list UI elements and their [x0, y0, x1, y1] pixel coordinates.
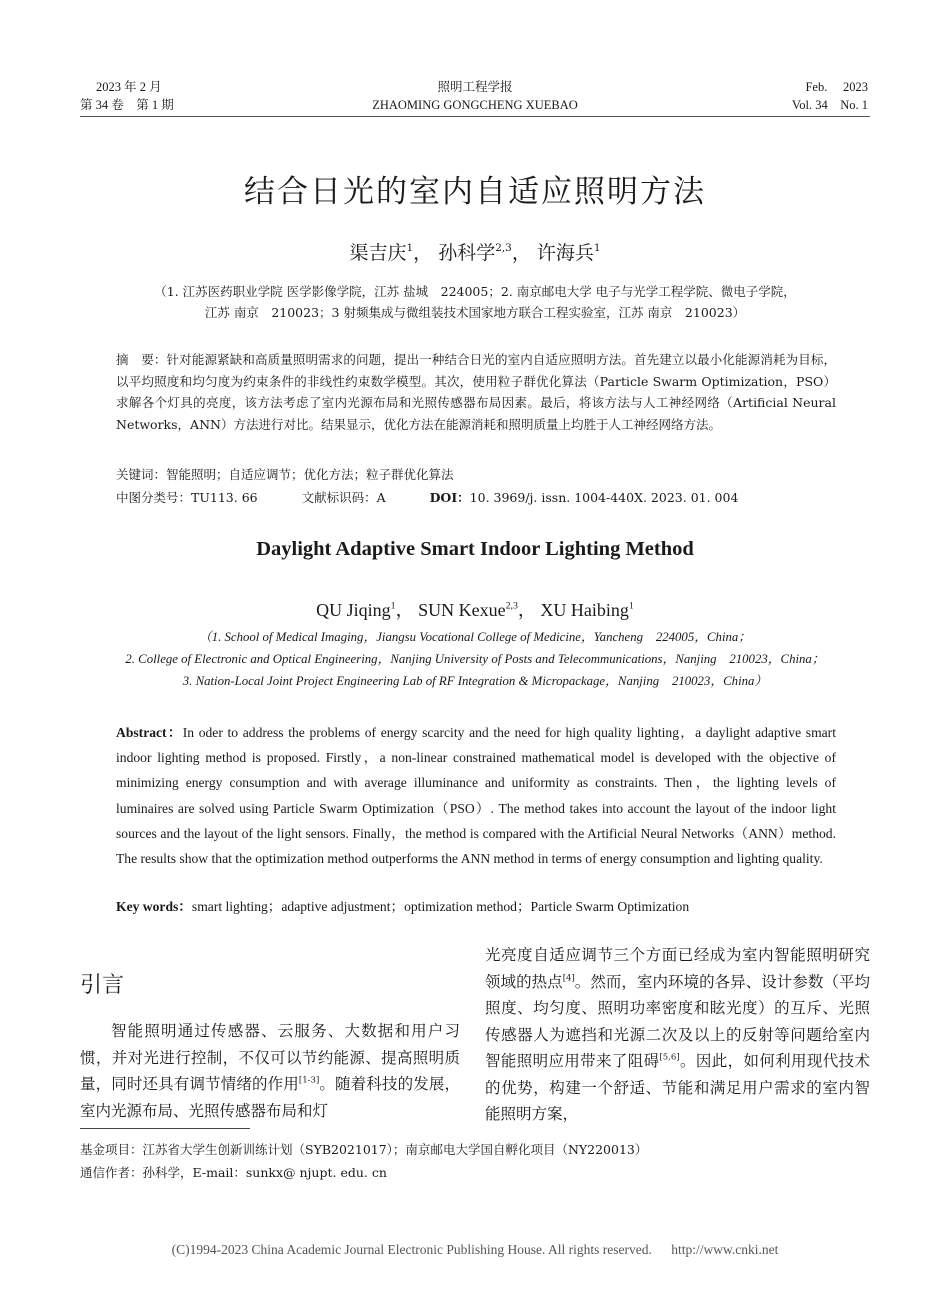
footnote-correspondence [80, 1163, 387, 1183]
footnote-rule [80, 1128, 250, 1129]
author-en: SUN Kexue [418, 600, 506, 620]
doc-code-value: A [376, 490, 386, 505]
body-text: 。然而，室内环境的各异、设计参数（平均照度、均匀度、照明功率密度和眩光度）的互斥、光照传感器人为遮挡和光源二次及以上的反射等问题给室内智能照明应用带来了阻碍 [485, 972, 870, 1070]
abstract-cn [116, 349, 836, 435]
footnote-fund [80, 1140, 647, 1160]
keywords-cn-label: 关键词： [116, 467, 167, 482]
section-heading: 引言 [80, 973, 125, 998]
paper-title-en: Daylight Adaptive Smart Indoor Lighting Method [256, 538, 694, 560]
citation: [5,6] [659, 1052, 680, 1063]
author-sup: 2,3 [505, 600, 518, 612]
paragraph [485, 942, 870, 1128]
citation: [4] [562, 973, 575, 984]
abstract-en [116, 720, 836, 871]
author-en: XU Haibing [540, 600, 629, 620]
cnki-link[interactable]: http://www.cnki.net [671, 1242, 779, 1257]
author-cn: 许海兵 [536, 242, 594, 264]
affiliation-en-line: 2. College of Electronic and Optical Engineering，Nanjing University of Posts and Telecommunications，Nanjing 210023，China； [125, 652, 825, 666]
keywords-en-text: smart lighting；adaptive adjustment；optimization method；Particle Swarm Optimization [191, 899, 690, 914]
fund-label: 基金项目： [80, 1142, 143, 1157]
header-date-en: Feb. 2023 [805, 80, 868, 94]
keywords-cn-text: 智能照明；自适应调节；优化方法；粒子群优化算法 [166, 467, 454, 482]
affiliation-en-line: 3. Nation-Local Joint Project Engineering Lab of RF Integration & Micropackage，Nanjing 210023，China） [182, 674, 768, 688]
doi-value: 10. 3969/j. issn. 1004-440X. 2023. 01. 004 [469, 490, 739, 505]
header-volume-en: Vol. 34 No. 1 [791, 98, 868, 112]
doi-label: DOI： [429, 490, 470, 505]
journal-name-en: ZHAOMING GONGCHENG XUEBAO [372, 98, 578, 112]
clc-label: 中图分类号： [116, 490, 192, 505]
classification-line [116, 487, 836, 509]
author-sup: 1 [628, 600, 634, 612]
author-sup: 1 [390, 600, 396, 612]
corr-text: 孙科学，E-mail：sunkx@ njupt. edu. cn [142, 1165, 387, 1180]
header-right [792, 78, 868, 114]
paper-title-cn: 结合日光的室内自适应照明方法 [244, 174, 706, 210]
affiliation-cn-line: 江苏 南京 210023；3 射频集成与微组装技术国家地方联合工程实验室，江苏 南京 210023） [204, 305, 746, 320]
abstract-en-label: Abstract： [116, 725, 183, 740]
paragraph [80, 1018, 460, 1124]
copyright-text: (C)1994-2023 China Academic Journal Electronic Publishing House. All rights reserved. [171, 1242, 652, 1257]
keywords-en-label: Key words： [116, 899, 192, 914]
affiliation-en-line: （1. School of Medical Imaging，Jiangsu Vocational College of Medicine，Yancheng 224005，China； [198, 630, 752, 644]
body-text: 。随着科技的发展，室内光源布局、光照传感器布局和灯 [80, 1075, 460, 1120]
keywords-cn [116, 464, 836, 486]
header-volume: 第 34 卷 第 1 期 [80, 98, 174, 112]
author-cn: 渠吉庆 [349, 242, 407, 264]
abstract-en-text: In oder to address the problems of energy scarcity and the need for high quality lighting，a daylight adaptive smart indoor lighting method is proposed. Firstly，a non-linear constrained mathematical model is developed with the objective of minimizing energy consumption and with average illuminance and uniformity as constraints. Then，the lighting levels of luminaires are solved using Particle Swarm Optimization（PSO）. The method takes into account the layout of the indoor light sources and the layout of the light sensors. Finally，the method is compared with the Artificial Neural Networks（ANN）method. The results show that the optimization method outperforms the ANN method in terms of energy consumption and lighting quality. [116, 725, 836, 867]
header-rule [80, 116, 870, 117]
abstract-cn-text: 针对能源紧缺和高质量照明需求的问题，提出一种结合日光的室内自适应照明方法。首先建立以最小化能源消耗为目标，以平均照度和均匀度为约束条件的非线性约束数学模型。其次，使用粒子群优化算法（Particle Swarm Optimization，PSO）求解各个灯具的亮度，该方法考虑了室内光源布局和光照传感器布局因素。最后，将该方法与人工神经网络（Artificial Neural Networks，ANN）方法进行对比。结果显示，优化方法在能源消耗和照明质量上均胜于人工神经网络方法。 [116, 352, 836, 432]
body-text: 光亮度自适应调节三个方面已经成为室内智能照明研究领域的热点 [485, 946, 870, 991]
abstract-cn-label: 摘 要： [116, 352, 167, 367]
authors-en: QU Jiqing$^1$， SUN Kexue$^{2,3}$， XU Haibing$^1$ [316, 600, 634, 620]
author-en: QU Jiqing [316, 600, 391, 620]
author-sup: 1 [406, 242, 414, 255]
body-text: 。因此，如何利用现代技术的优势，构建一个舒适、节能和满足用户需求的室内智能照明方案， [485, 1052, 870, 1123]
fund-text: 江苏省大学生创新训练计划（SYB2021017）；南京邮电大学国自孵化项目（NY220013） [142, 1142, 648, 1157]
clc-value: TU113. 66 [191, 490, 258, 505]
author-cn: 孙科学 [438, 242, 496, 264]
author-sup: 1 [593, 242, 601, 255]
authors-cn: 渠吉庆$^1$， 孙科学$^{2,3}$， 许海兵$^1$ [349, 242, 601, 264]
copyright-line [0, 1242, 950, 1258]
citation: [1-3] [298, 1075, 320, 1086]
body-column-left [80, 1018, 460, 1124]
journal-name-cn: 照明工程学报 [437, 80, 513, 94]
author-sup: 2,3 [495, 242, 512, 255]
body-column-right [485, 942, 870, 1128]
doc-code-label: 文献标识码： [301, 490, 377, 505]
body-text: 智能照明通过传感器、云服务、大数据和用户习惯，并对光进行控制，不仅可以节约能源、提高照明质量，同时还具有调节情绪的作用 [80, 1022, 460, 1093]
keywords-en [116, 896, 876, 918]
header-date: 2023 年 2 月 [96, 80, 162, 94]
affiliation-cn-line: （1. 江苏医药职业学院 医学影像学院，江苏 盐城 224005；2. 南京邮电大学 电子与光学工程学院、微电子学院， [154, 284, 796, 299]
corr-label: 通信作者： [80, 1165, 143, 1180]
